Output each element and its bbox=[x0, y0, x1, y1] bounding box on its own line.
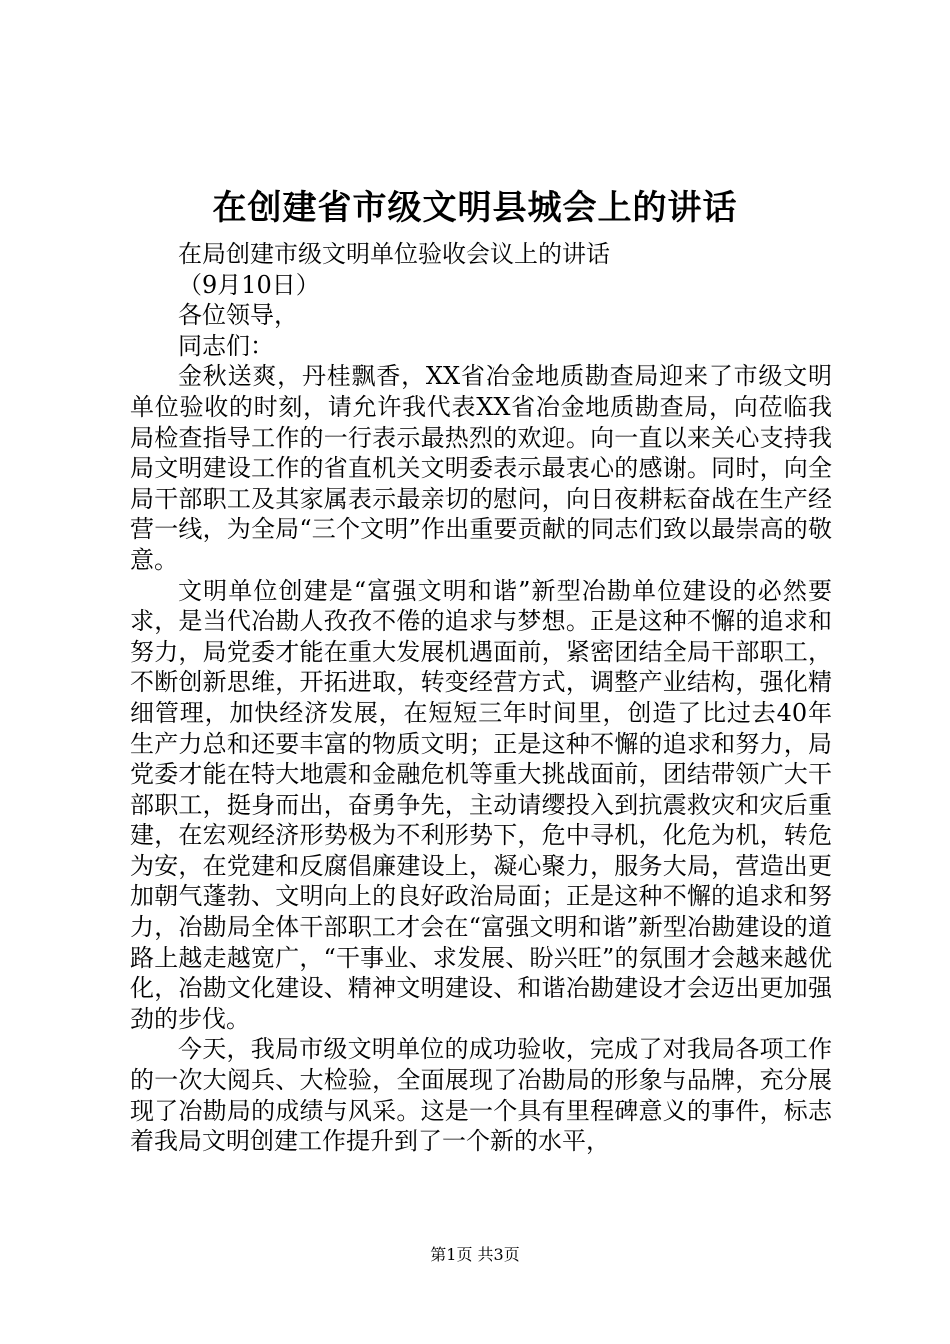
document-body bbox=[130, 239, 832, 1157]
paragraph-civilization-building: 文明单位创建是“富强文明和谐”新型冶勘单位建设的必然要求，是当代冶勘人孜孜不倦的追求与梦想。正是这种不懈的追求和努力，局党委才能在重大发展机遇面前，紧密团结全局干部职工，不断创新思维，开拓进取，转变经营方式，调整产业结构，强化精细管理，加快经济发展，在短短三年时间里，创造了比过去40年生产力总和还要丰富的物质文明；正是这种不懈的追求和努力，局党委才能在特大地震和金融危机等重大挑战面前，团结带领广大干部职工，挺身而出，奋勇争先，主动请缨投入到抗震救灾和灾后重建，在宏观经济形势极为不利形势下，危中寻机，化危为机，转危为安，在党建和反腐倡廉建设上，凝心聚力，服务大局，营造出更加朝气蓬勃、文明向上的良好政治局面；正是这种不懈的追求和努力，冶勘局全体干部职工才会在“富强文明和谐”新型冶勘建设的道路上越走越宽广，“干事业、求发展、盼兴旺”的氛围才会越来越优化，冶勘文化建设、精神文明建设、和谐冶勘建设才会迈出更加强劲的步伐。 bbox=[130, 576, 832, 1033]
salutation-comrades: 同志们： bbox=[178, 331, 274, 360]
paragraph-welcome: 金秋送爽，丹桂飘香，XX省冶金地质勘查局迎来了市级文明单位验收的时刻，请允许我代表XX省冶金地质勘查局，向莅临我局检查指导工作的一行表示最热烈的欢迎。向一直以来关心支持我局文明建设工作的省直机关文明委表示最衷心的感谢。同时，向全局干部职工及其家属表示最亲切的慰问，向日夜耕耘奋战在生产经营一线，为全局“三个文明”作出重要贡献的同志们致以最崇高的敬意。 bbox=[130, 362, 832, 574]
salutation-leaders: 各位领导， bbox=[178, 301, 298, 330]
paragraph-today: 今天，我局市级文明单位的成功验收，完成了对我局各项工作的一次大阅兵、大检验，全面展现了冶勘局的形象与品牌，充分展现了冶勘局的成绩与风采。这是一个具有里程碑意义的事件，标志着我局文明创建工作提升到了一个新的水平， bbox=[130, 1035, 832, 1156]
speech-date: （9月10日） bbox=[178, 270, 320, 299]
speech-subtitle: 在局创建市级文明单位验收会议上的讲话 bbox=[178, 240, 610, 268]
page-footer: 第1页 共3页 bbox=[430, 1245, 520, 1264]
document-title: 在创建省市级文明县城会上的讲话 bbox=[212, 188, 738, 228]
